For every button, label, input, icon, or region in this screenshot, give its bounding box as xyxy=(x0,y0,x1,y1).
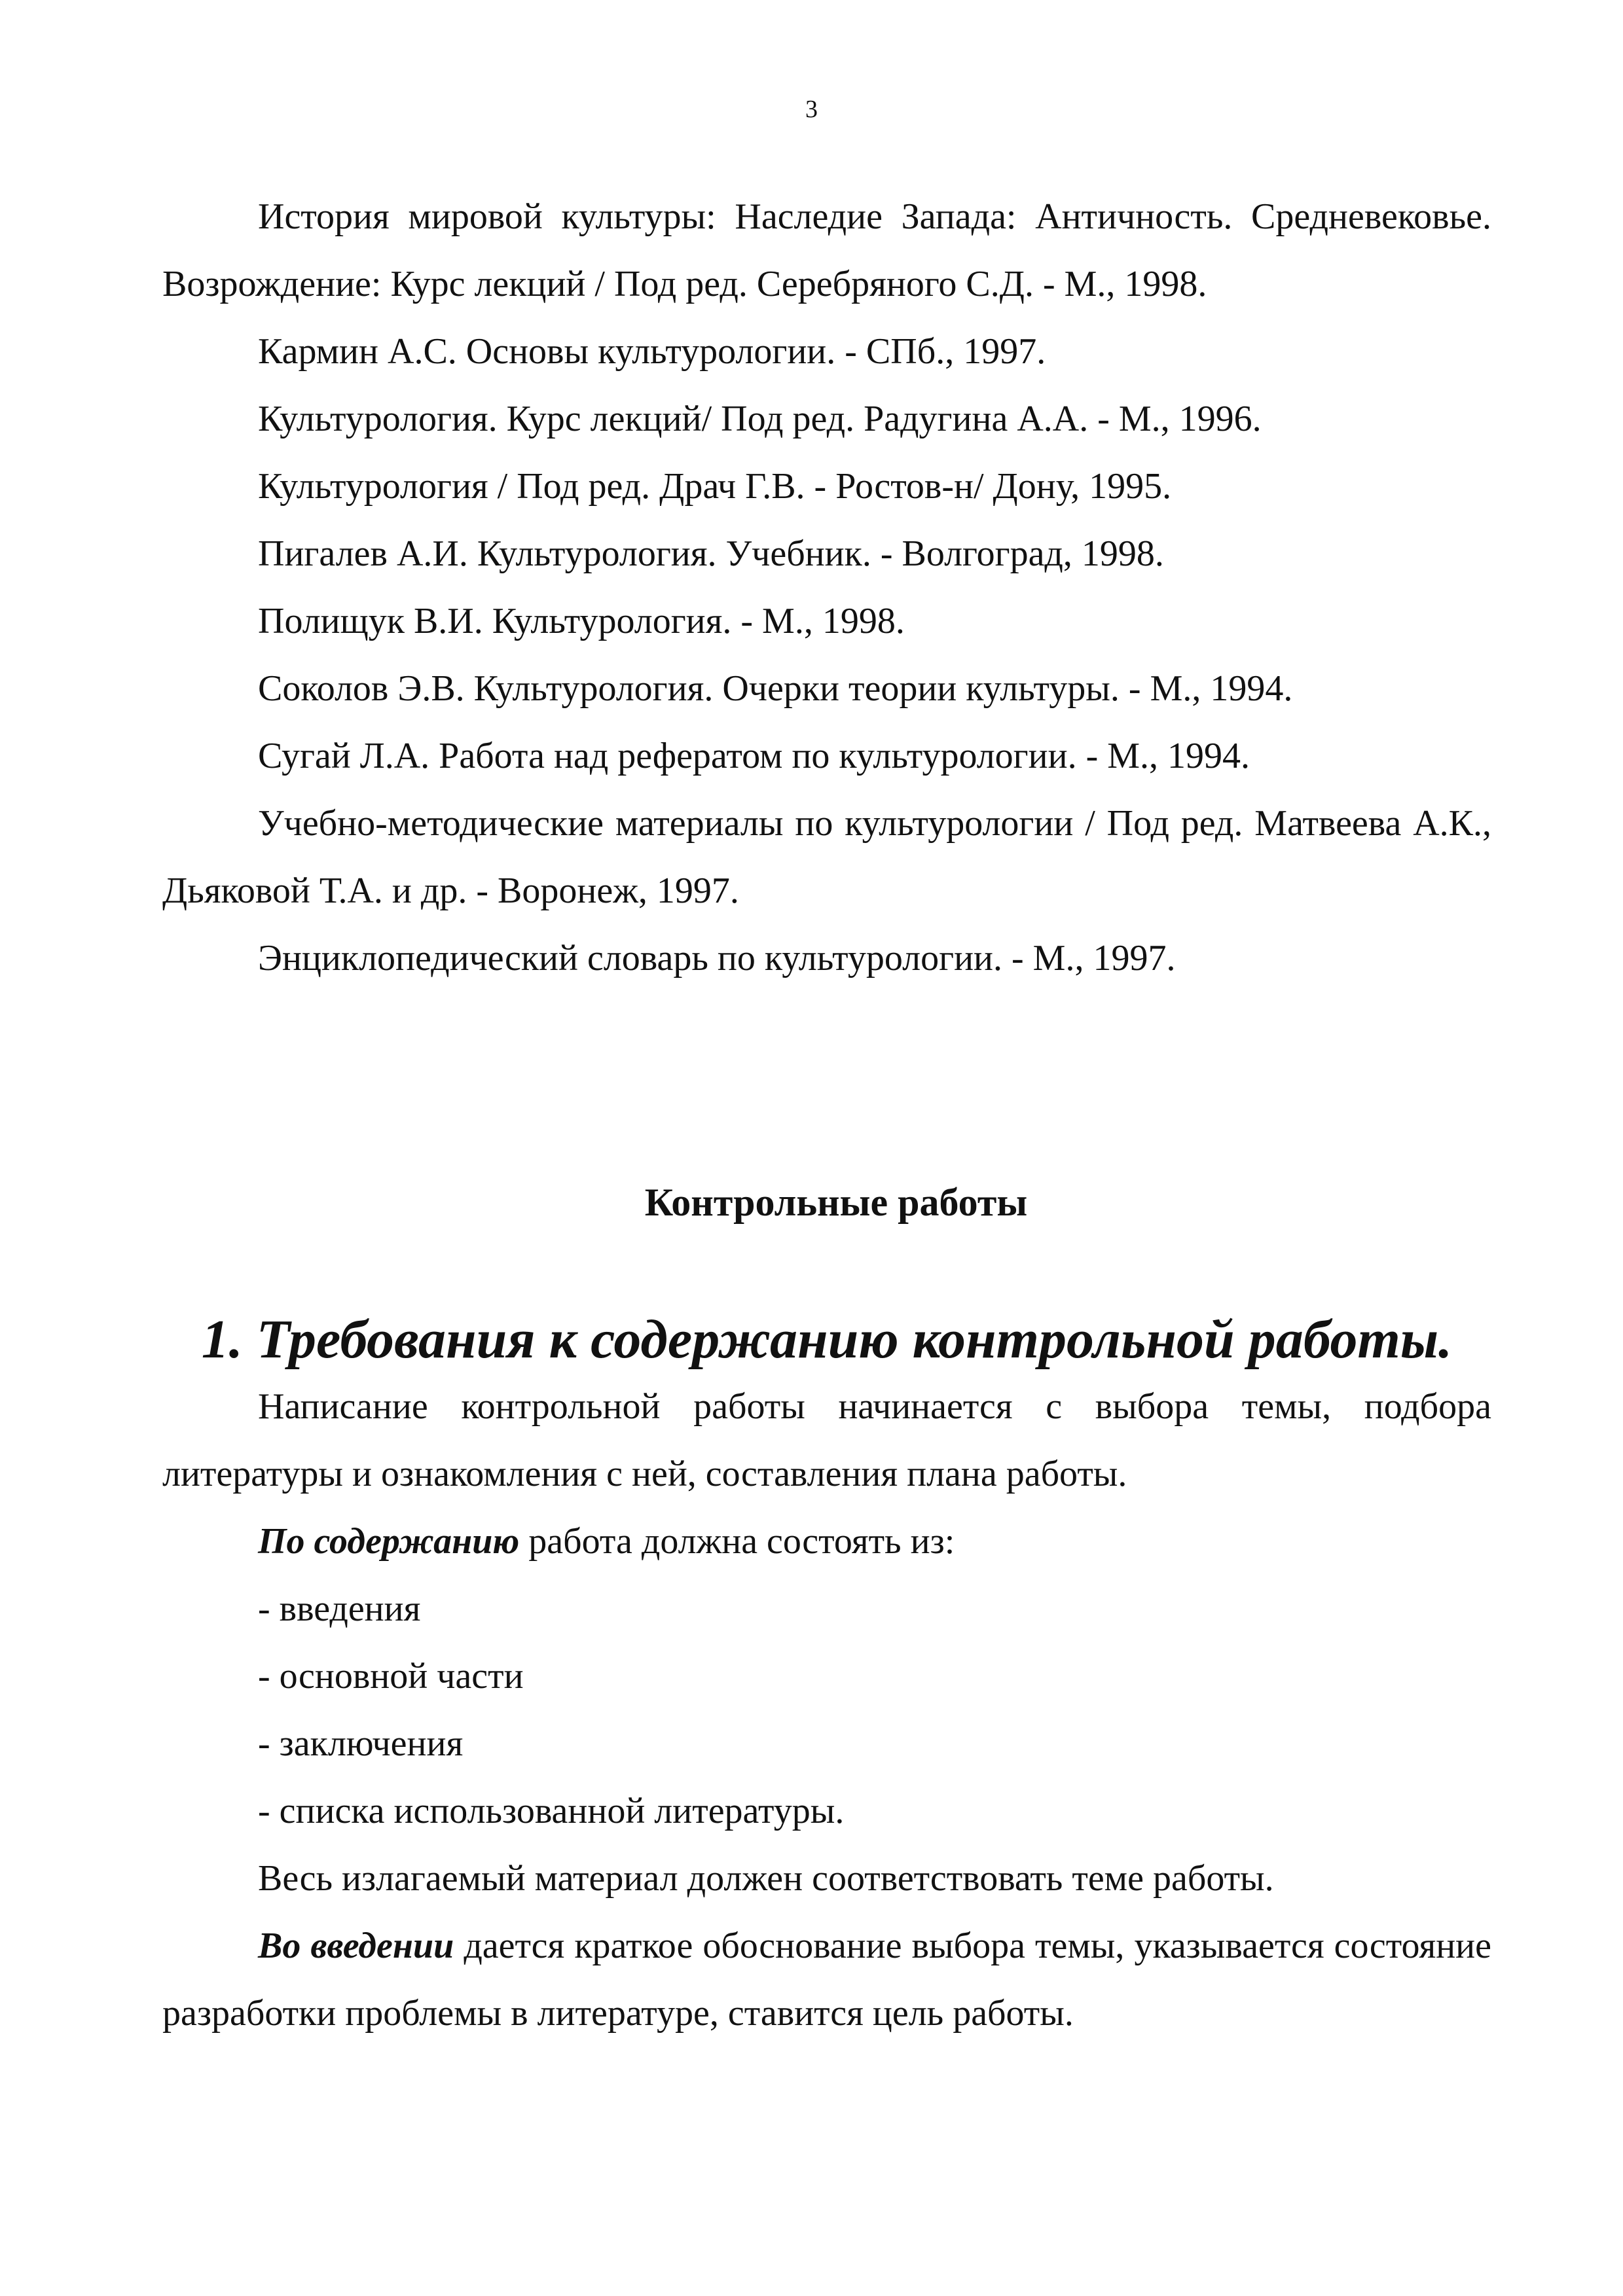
bibliography-entry: Культурология / Под ред. Драч Г.В. - Ростов-н/ Дону, 1995. xyxy=(258,466,1172,507)
bibliography-entry: Пигалев А.И. Культурология. Учебник. - Волгоград, 1998. xyxy=(258,533,1164,574)
list-item: - заключения xyxy=(258,1723,464,1764)
spacer xyxy=(162,992,1491,1169)
list-item: - списка использованной литературы. xyxy=(258,1791,845,1831)
spacer xyxy=(162,1236,1491,1306)
bibliography-entry: Энциклопедический словарь по культурологии. - М., 1997. xyxy=(258,938,1176,978)
bibliography-entry: Полищук В.И. Культурология. - М., 1998. xyxy=(258,601,905,641)
list-item: - основной части xyxy=(258,1656,524,1696)
content-lead-emphasis: По содержанию xyxy=(258,1521,520,1562)
page-content xyxy=(162,183,1491,2047)
list-item: - введения xyxy=(258,1588,421,1629)
content-items-list xyxy=(162,1575,1491,1845)
writing-paragraph: Написание контрольной работы начинается с выбора темы, подбора литературы и ознакомления с ней, составления плана работы. xyxy=(162,1386,1491,1494)
bibliography-entry: Учебно-методические материалы по культурологии / Под ред. Матвеева А.К., Дьяковой Т.А. и др. - Воронеж, 1997. xyxy=(162,803,1491,911)
material-paragraph: Весь излагаемый материал должен соответствовать теме работы. xyxy=(258,1858,1274,1899)
bibliography-entry: Соколов Э.В. Культурология. Очерки теории культуры. - М., 1994. xyxy=(258,668,1293,709)
intro-paragraph xyxy=(162,1912,1491,2047)
section-title: Контрольные работы xyxy=(644,1181,1028,1224)
page-number: 3 xyxy=(805,96,818,123)
content-lead-text: работа должна состоять из: xyxy=(519,1521,955,1562)
bibliography-entry: История мировой культуры: Наследие Запада: Античность. Средневековье. Возрождение: Курс лекций / Под ред. Серебряного С.Д. - М., 1998. xyxy=(162,196,1491,304)
bibliography-entry: Сугай Л.А. Работа над рефератом по культурологии. - М., 1994. xyxy=(258,736,1250,776)
intro-emphasis: Во введении xyxy=(258,1926,454,1966)
intro-text: дается краткое обоснование выбора темы, указывается состояние разработки проблемы в литературе, ставится цель работы. xyxy=(162,1926,1491,2034)
subsection-title: 1. Требования к содержанию контрольной работы. xyxy=(201,1309,1453,1370)
content-lead-paragraph xyxy=(162,1508,1491,1575)
bibliography-list xyxy=(162,183,1491,992)
bibliography-entry: Кармин А.С. Основы культурологии. - СПб., 1997. xyxy=(258,331,1046,372)
bibliography-entry: Культурология. Курс лекций/ Под ред. Радугина А.А. - М., 1996. xyxy=(258,399,1262,439)
